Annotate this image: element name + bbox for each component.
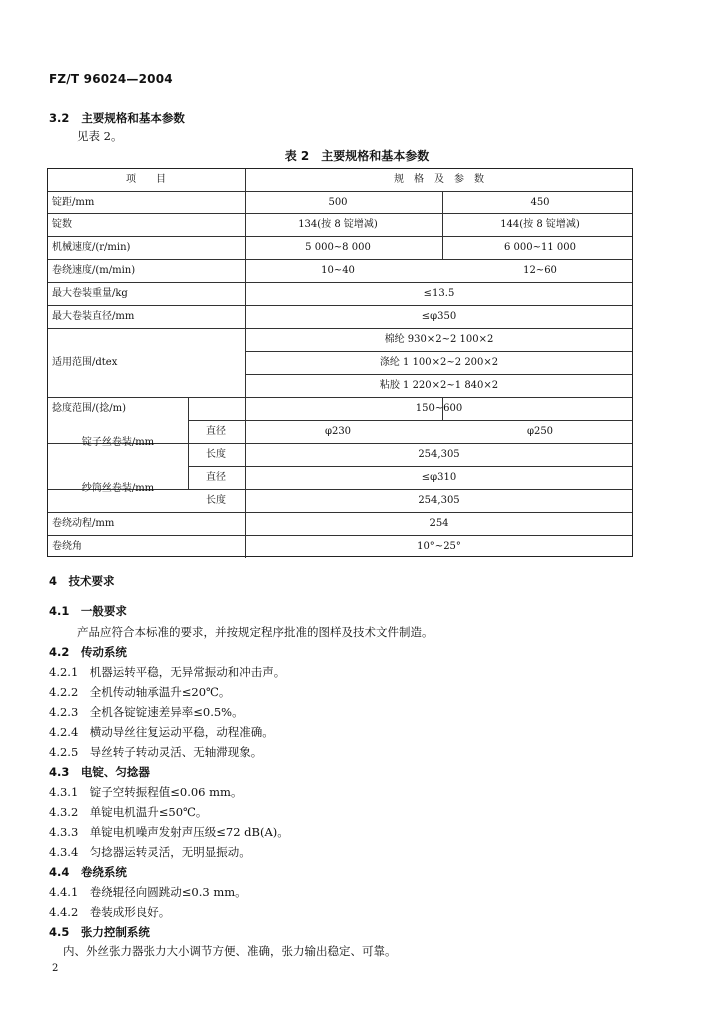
clause-4-4-1: 4.4.1 卷绕辊径向圆跳动≤0.3 mm。	[49, 885, 247, 899]
page-number: 2	[52, 963, 59, 974]
row-divider	[188, 466, 632, 467]
gauge-value-2: 450	[530, 197, 550, 208]
spindle-pkg-dia-label: 直径	[206, 426, 226, 437]
max-dia-value: ≤φ350	[421, 311, 457, 322]
header-item: 项 目	[126, 174, 166, 185]
row-label-range: 适用范围/dtex	[52, 357, 118, 368]
row-label-mech-speed: 机械速度/(r/min)	[52, 242, 131, 253]
row-divider	[48, 191, 632, 192]
bobbin-pkg-dia-label: 直径	[206, 472, 226, 483]
row-label-max-dia: 最大卷装直径/mm	[52, 311, 135, 322]
spec-table	[47, 168, 633, 557]
row-divider	[48, 397, 632, 398]
spindle-pkg-len-label: 长度	[206, 449, 226, 460]
header-params: 规 格 及 参 数	[394, 174, 484, 185]
clause-4-3-4: 4.3.4 匀捻器运转灵活，无明显振动。	[49, 845, 251, 859]
bobbin-pkg-len-label: 长度	[206, 495, 226, 506]
section-4-1-heading: 4.1 一般要求	[49, 604, 127, 618]
wind-speed-value-1: 10~40	[321, 265, 355, 276]
clause-4-2-4: 4.2.4 横动导丝往复运动平稳，动程准确。	[49, 725, 274, 739]
row-divider	[48, 535, 632, 536]
row-label-angle: 卷绕角	[52, 541, 82, 552]
section-4-1-text: 产品应符合本标准的要求，并按规定程序批准的图样及技术文件制造。	[77, 625, 434, 639]
row-divider	[48, 236, 632, 237]
max-weight-value: ≤13.5	[423, 288, 455, 299]
traverse-value: 254	[429, 518, 449, 529]
clause-4-2-5: 4.2.5 导丝转子转动灵活、无轴滞现象。	[49, 745, 263, 759]
row-label-bobbin-pkg: 纱筒丝卷装/mm	[81, 483, 155, 494]
row-divider	[48, 259, 632, 260]
row-label-traverse: 卷绕动程/mm	[52, 518, 115, 529]
range-viscose: 粘胶 1 220×2~1 840×2	[379, 380, 499, 391]
clause-4-2-2: 4.2.2 全机传动轴承温升≤20℃。	[49, 685, 231, 699]
wind-speed-value-2: 12~60	[523, 265, 557, 276]
section-4-3-heading: 4.3 电锭、匀捻器	[49, 765, 150, 779]
row-divider	[245, 351, 632, 352]
clause-4-3-2: 4.3.2 单锭电机温升≤50℃。	[49, 805, 208, 819]
row-divider	[48, 512, 632, 513]
row-divider	[48, 282, 632, 283]
col-divider	[188, 397, 189, 489]
bobbin-pkg-len: 254,305	[418, 495, 460, 506]
range-polyester: 涤纶 1 100×2~2 200×2	[379, 357, 499, 368]
section-4-5-text: 内、外丝张力器张力大小调节方便、准确，张力输出稳定、可靠。	[63, 944, 397, 958]
standard-code: FZ/T 96024—2004	[49, 72, 173, 86]
row-label-spindle-pkg: 锭子丝卷装/mm	[81, 437, 155, 448]
row-label-max-weight: 最大卷装重量/kg	[52, 288, 128, 299]
row-label-gauge: 锭距/mm	[52, 197, 95, 208]
range-nylon: 棉纶 930×2~2 100×2	[384, 334, 494, 345]
mech-speed-value-2: 6 000~11 000	[504, 242, 576, 253]
angle-value: 10°~25°	[417, 541, 461, 552]
section-4-heading: 4 技术要求	[49, 574, 115, 588]
mech-speed-value-1: 5 000~8 000	[305, 242, 371, 253]
table-caption: 表 2 主要规格和基本参数	[284, 149, 430, 163]
section-3-2-text: 见表 2。	[77, 129, 123, 143]
row-divider	[245, 374, 632, 375]
section-4-5-heading: 4.5 张力控制系统	[49, 925, 150, 939]
row-label-spindles: 锭数	[52, 219, 72, 230]
spindles-value-1: 134(按 8 锭增减)	[298, 219, 378, 230]
clause-4-4-2: 4.4.2 卷装成形良好。	[49, 905, 171, 919]
col-divider	[245, 397, 246, 558]
row-divider	[188, 420, 632, 421]
section-title: 主要规格和基本参数	[81, 111, 185, 125]
row-divider	[48, 305, 632, 306]
row-label-twist: 捻度范围/(捻/m)	[52, 403, 127, 414]
bobbin-pkg-dia: ≤φ310	[421, 472, 457, 483]
row-label-wind-speed: 卷绕速度/(m/min)	[52, 265, 136, 276]
section-3-2-heading	[49, 110, 185, 126]
section-4-4-heading: 4.4 卷绕系统	[49, 865, 127, 879]
gauge-value-1: 500	[328, 197, 348, 208]
row-divider	[48, 213, 632, 214]
col-divider	[442, 191, 443, 259]
clause-4-2-3: 4.2.3 全机各锭锭速差异率≤0.5%。	[49, 705, 244, 719]
spindle-pkg-dia-2: φ250	[526, 426, 554, 437]
section-4-2-heading: 4.2 传动系统	[49, 645, 127, 659]
clause-4-3-3: 4.3.3 单锭电机噪声发射声压级≤72 dB(A)。	[49, 825, 289, 839]
spindle-pkg-dia-1: φ230	[324, 426, 352, 437]
twist-value: 150~600	[415, 403, 463, 414]
clause-4-2-1: 4.2.1 机器运转平稳，无异常振动和冲击声。	[49, 665, 286, 679]
spindle-pkg-len: 254,305	[418, 449, 460, 460]
row-divider	[48, 328, 632, 329]
clause-4-3-1: 4.3.1 锭子空转振程值≤0.06 mm。	[49, 785, 243, 799]
section-number: 3.2	[49, 111, 70, 125]
spindles-value-2: 144(按 8 锭增减)	[500, 219, 580, 230]
col-divider	[245, 169, 246, 397]
